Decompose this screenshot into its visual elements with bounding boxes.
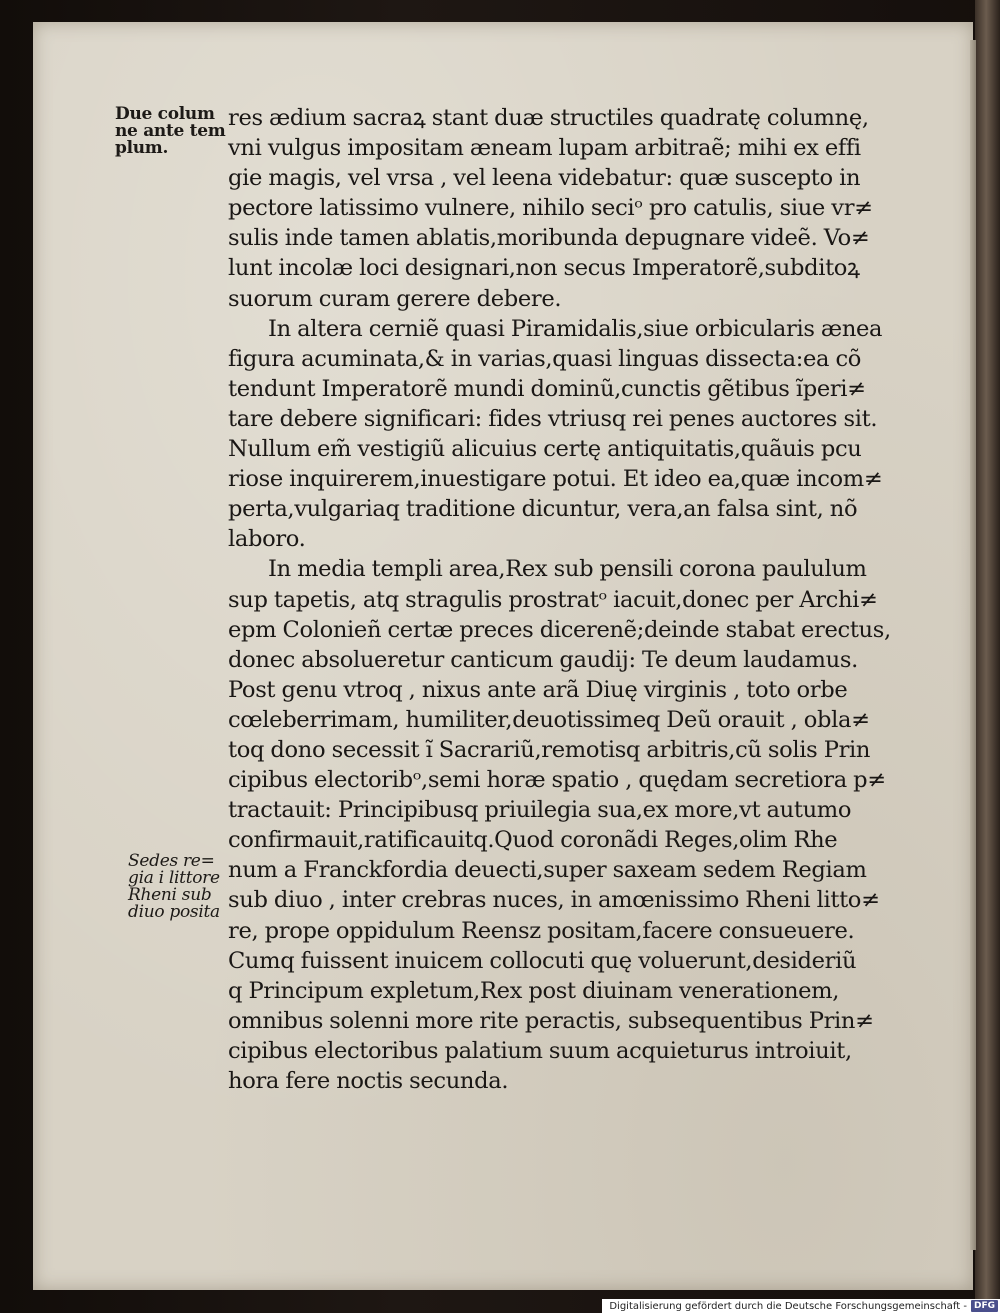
text-line: confirmauit,ratificauitq.Quod coronãdi Reges,olim Rhe — [228, 827, 838, 854]
text-line: sub diuo , inter crebras nuces, in amœnissimo Rheni litto≠ — [228, 887, 880, 914]
funding-notice: Digitalisierung gefördert durch die Deutsche Forschungsgemeinschaft - — [609, 1300, 967, 1312]
gloss-line: ne ante tem — [115, 121, 226, 141]
text-line: q Principum expletum,Rex post diuinam venerationem, — [228, 977, 840, 1004]
marginal-gloss-royal-seat — [128, 853, 220, 921]
text-line: riose inquirerem,inuestigare potui. Et ideo ea,quæ incom≠ — [228, 466, 883, 493]
gloss-line: gia i littore — [128, 868, 220, 888]
text-line: figura acuminata,& in varias,quasi linguas dissecta:ea cõ — [228, 345, 862, 372]
text-line: cœleberrimam, humiliter,deuotissimeq Deũ orauit , obla≠ — [228, 706, 870, 733]
text-line: perta,vulgariaq traditione dicuntur, vera,an falsa sint, nõ — [228, 496, 858, 523]
gloss-line: Due colum — [115, 104, 215, 124]
funding-footer — [602, 1299, 1000, 1313]
text-line: epm Colonieñ certæ preces dicerenẽ;deinde stabat erectus, — [228, 616, 891, 643]
text-line: sulis inde tamen ablatis,moribunda depugnare videẽ. Vo≠ — [228, 225, 870, 252]
text-line: hora fere noctis secunda. — [228, 1068, 509, 1094]
text-line: tare debere significari: fides vtriusq rei penes auctores sit. — [228, 405, 878, 432]
main-text-column — [228, 103, 928, 1096]
book-spine — [975, 0, 1000, 1313]
facing-page-edge — [970, 40, 976, 1250]
text-line: gie magis, vel vrsa , vel leena videbatur: quæ suscepto in — [228, 165, 861, 192]
text-line: sup tapetis, atq stragulis prostratᵒ iacuit,donec per Archi≠ — [228, 586, 878, 613]
text-line: vni vulgus impositam æneam lupam arbitraẽ; mihi ex effi — [228, 135, 861, 162]
text-line: omnibus solenni more rite peractis, subsequentibus Prin≠ — [228, 1007, 874, 1034]
text-line: re, prope oppidulum Reensz positam,facere consueuere. — [228, 917, 855, 944]
text-line: num a Franckfordia deuecti,super saxeam sedem Regiam — [228, 857, 867, 884]
text-line: Nullum em̃ vestigiũ alicuius certę antiquitatis,quãuis pcu — [228, 436, 862, 463]
dfg-logo-icon: DFG — [971, 1300, 998, 1312]
gloss-line: Sedes re= — [128, 851, 215, 871]
text-line: laboro. — [228, 526, 306, 553]
gloss-line: plum. — [115, 138, 169, 158]
text-line: lunt incolæ loci designari,non secus Imperatorẽ,subditoꝝ — [228, 255, 860, 282]
text-line: tendunt Imperatorẽ mundi dominũ,cunctis gẽtibus ĩperi≠ — [228, 375, 866, 402]
paragraph-start-line: In altera cerniẽ quasi Piramidalis,siue orbicularis ænea — [268, 315, 883, 342]
gloss-line: diuo posita — [128, 902, 220, 922]
text-line: cipibus electoribᵒ,semi horæ spatio , quędam secretiora p≠ — [228, 767, 886, 794]
text-line: donec absolueretur canticum gaudij: Te deum laudamus. — [228, 646, 858, 673]
paragraph-start-line: In media templi area,Rex sub pensili corona paululum — [268, 556, 867, 583]
text-line: res ædium sacraꝝ stant duæ structiles quadratę columnę, — [228, 105, 869, 131]
text-line: toq dono secessit ĩ Sacrariũ,remotisq arbitris,cũ solis Prin — [228, 736, 871, 763]
text-line: Post genu vtroq , nixus ante arã Diuę virginis , toto orbe — [228, 676, 848, 703]
text-line: cipibus electoribus palatium suum acquieturus introiuit, — [228, 1037, 852, 1064]
gloss-line: Rheni sub — [128, 885, 212, 905]
marginal-gloss-columns — [115, 106, 225, 157]
text-line: tractauit: Principibusq priuilegia sua,ex more,vt autumo — [228, 797, 852, 824]
text-line: Cumq fuissent inuicem collocuti quę voluerunt,desideriũ — [228, 947, 857, 974]
text-line: suorum curam gerere debere. — [228, 285, 562, 312]
text-line: pectore latissimo vulnere, nihilo seciᵒ pro catulis, siue vr≠ — [228, 195, 873, 222]
